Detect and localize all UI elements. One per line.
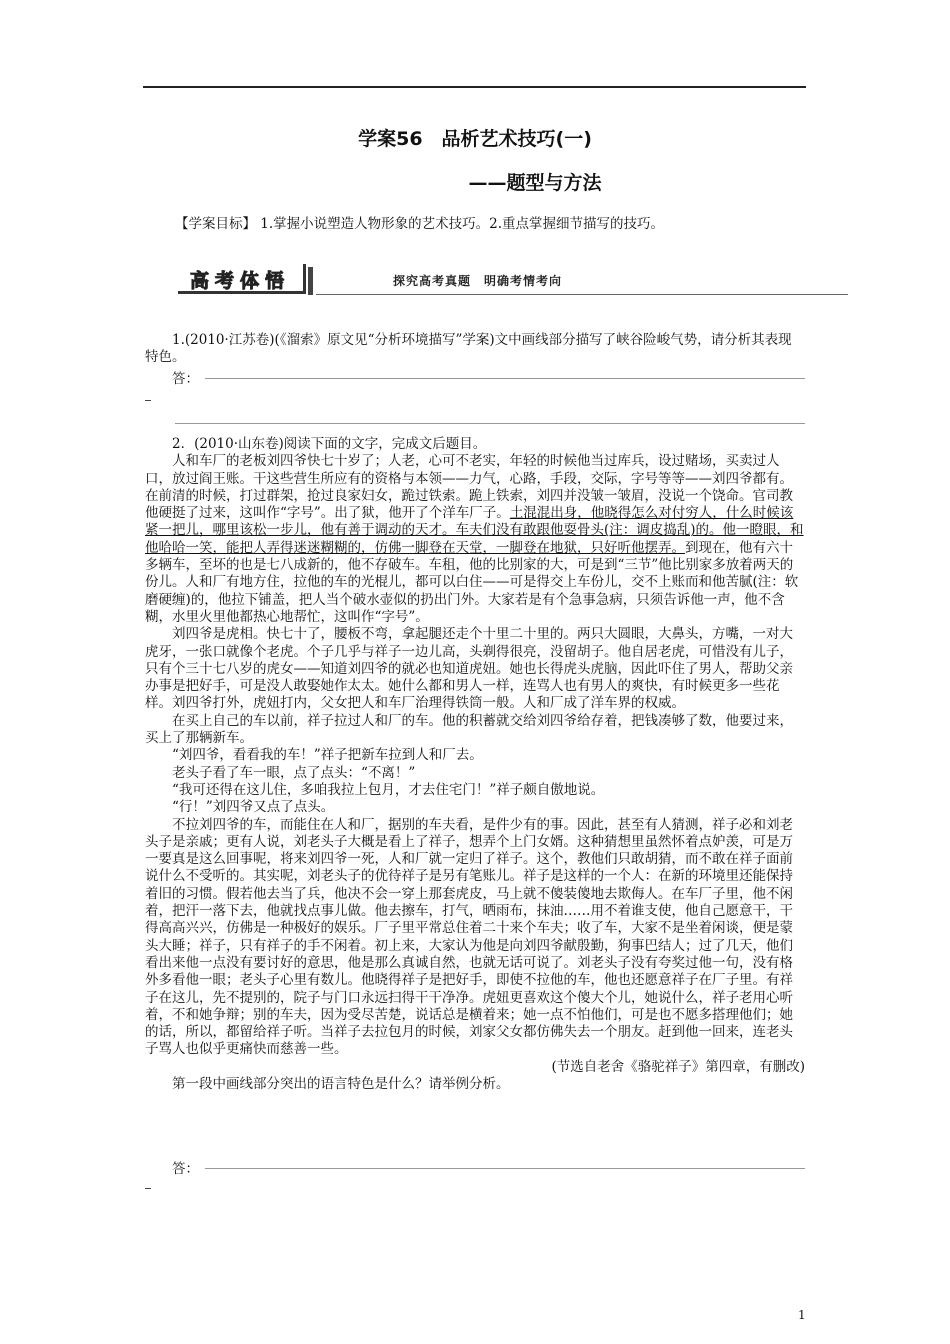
passage-paragraph-1 (145, 453, 805, 626)
banner-label: 高考体悟 (190, 270, 291, 292)
q1-answer-line-2[interactable] (175, 423, 805, 424)
q1-answer-dash (145, 400, 151, 401)
study-goal: 【学案目标】 1.掌握小说塑造人物形象的艺术技巧。2.重点掌握细节描写的技巧。 (175, 216, 665, 232)
passage-paragraph-2: 刘四爷是虎相。快七十了，腰板不弯，拿起腿还走个十里二十里的。两只大圆眼，大鼻头，方嘴，一对大虎牙，一张口就像个老虎。个子几乎与祥子一边儿高，头剃得很亮，没留胡子。他自居老虎，可惜没有儿子，只有个三十七八岁的虎女——知道刘四爷的就必也知道虎妞。她也长得虎头虎脑，因此吓住了男人，帮助父亲办事是把好手，可是没人敢娶她作太太。她什么都和男人一样，连骂人也有男人的爽快，有时候更多一些花样。刘四爷打外，虎妞打内，父女把人和车厂治理得铁筒一般。人和厂成了洋车界的权威。 (145, 626, 793, 712)
q1-answer-label: 答： (172, 371, 199, 387)
question-1 (145, 332, 805, 367)
banner-underline (316, 294, 848, 295)
passage-paragraph-3: 在买上自己的车以前，祥子拉过人和厂的车。他的积蓄就交给刘四爷给存着，把钱凑够了数，他要过来，买上了那辆新车。 (145, 712, 793, 747)
q2-answer-dash (145, 1188, 151, 1189)
banner-divider (308, 267, 313, 295)
passage-p1-start: 人和车厂的老板刘四爷快七十岁了；人老，心可不老实，年轻的时候他当过库兵，设过赌场，买卖过人口，放过阎王账。干这些营生所应有的资格与本领——力气，心路，手段，交际，字号等等——刘四爷都有。在前清的时候，打过群架，抢过良家妇女，跪过铁索。跪上铁索，刘四并没皱一皱眉，没说一个饶命。官司教他硬挺了过来，这叫作“字号”。出了狱，他开了个洋车厂子。 (145, 453, 793, 522)
q2-answer-label: 答： (172, 1161, 199, 1177)
page-subtitle: ——题型与方法 (468, 172, 602, 194)
q1-answer-line-1[interactable] (205, 378, 805, 379)
banner-subtitle: 探究高考真题 明确考情考向 (393, 274, 563, 288)
passage-source: (节选自老舍《骆驼祥子》第四章，有删改) (551, 1058, 805, 1075)
passage-p1-end: 到现在，他有六十多辆车，至坏的也是七八成新的，他不存破车。车租，他的比别家的大，可是到“三节”他比别家多放着两天的份儿。人和厂有地方住，拉他的车的光棍儿，都可以白住——可是得交上车份儿，交不上账而和他苦腻(注：软磨硬缠)的，他拉下铺盖，把人当个破水壶似的扔出门外。大家若是有个急事急病，只须告诉他一声，他不含糊，水里火里他都热心地帮忙，这叫作“字号”。 (145, 539, 799, 625)
top-rule (143, 86, 806, 88)
passage-paragraph-6: “我可还得在这儿住，多咱我拉上包月，才去住宅门！”祥子颇自傲地说。 (172, 781, 605, 798)
question-2 (145, 436, 805, 1093)
passage-paragraph-5: 老头子看了车一眼，点了点头：“不离！” (172, 764, 416, 781)
section-banner (178, 260, 848, 296)
page-number: 1 (798, 1308, 806, 1322)
passage-paragraph-4: “刘四爷，看看我的车！”祥子把新车拉到人和厂去。 (172, 747, 483, 764)
page-title: 学案56 品析艺术技巧(一) (358, 128, 592, 150)
underlined-passage: 土混混出身，他晓得怎么对付穷人，什么时候该紧一把儿，哪里该松一步儿，他有善于调动的天才。车夫们没有敢跟他耍骨头(注：调皮捣乱)的。他一瞪眼，和他哈哈一笑，能把人弄得迷迷糊糊的，仿佛一脚登在天堂，一脚登在地狱，只好听他摆弄。 (145, 505, 804, 556)
question-1-text: 1.(2010·江苏卷)(《溜索》原文见“分析环境描写”学案)文中画线部分描写了峡谷险峻气势，请分析其表现特色。 (145, 332, 792, 366)
passage-paragraph-8: 不拉刘四爷的车，而能住在人和厂，据别的车夫看，是件少有的事。因此，甚至有人猜测，祥子必和刘老头子是亲戚；更有人说，刘老头子大概是看上了祥子，想弄个上门女婿。这种猜想里虽然怀着点妒羡，可是万一要真是这么回事呢，将来刘四爷一死，人和厂就一定归了祥子。这个，教他们只敢胡猜，而不敢在祥子面前说什么不受听的。其实呢，刘老头子的优待祥子是另有笔账儿。祥子是这样的一个人：在新的环境里还能保持着旧的习惯。假若他去当了兵，他决不会一穿上那套虎皮，马上就不傻装傻地去欺侮人。在车厂子里，他不闲着，把汗一落下去，他就找点事儿做。他去擦车，打气，晒雨布，抹油……用不着谁支使，他自己愿意干，干得高高兴兴，仿佛是一种极好的娱乐。厂子里平常总住着二十来个车夫；收了车，大家不是坐着闲谈，便是蒙头大睡；祥子，只有祥子的手不闲着。初上来，大家认为他是向刘四爷献殷勤，狗事巴结人；过了几天，他们看出来他一点没有要讨好的意思，他是那么真诚自然，也就无话可说了。刘老头子没有夸奖过他一句，没有格外多看他一眼；老头子心里有数儿。他晓得祥子是把好手，即使不拉他的车，他也还愿意祥子在厂子里。有祥子在这儿，先不提别的，院子与门口永远扫得干干净净。虎妞更喜欢这个傻大个儿，她说什么，祥子老用心听着，不和她争辩；别的车夫，因为受尽苦楚，说话总是横着来；她一点不怕他们，可是也不愿多搭理他们；她的话，所以，都留给祥子听。当祥子去拉包月的时候，刘家父女都仿佛失去一个朋友。赶到他一回来，连老头子骂人也似乎更痛快而慈善一些。 (145, 816, 793, 1058)
passage-paragraph-7: “行！”刘四爷又点了点头。 (172, 799, 335, 816)
question-2-intro: 2．(2010·山东卷)阅读下面的文字，完成文后题目。 (172, 436, 487, 452)
question-2-prompt: 第一段中画线部分突出的语言特色是什么？请举例分析。 (172, 1075, 510, 1092)
q2-answer-line-1[interactable] (205, 1168, 805, 1169)
